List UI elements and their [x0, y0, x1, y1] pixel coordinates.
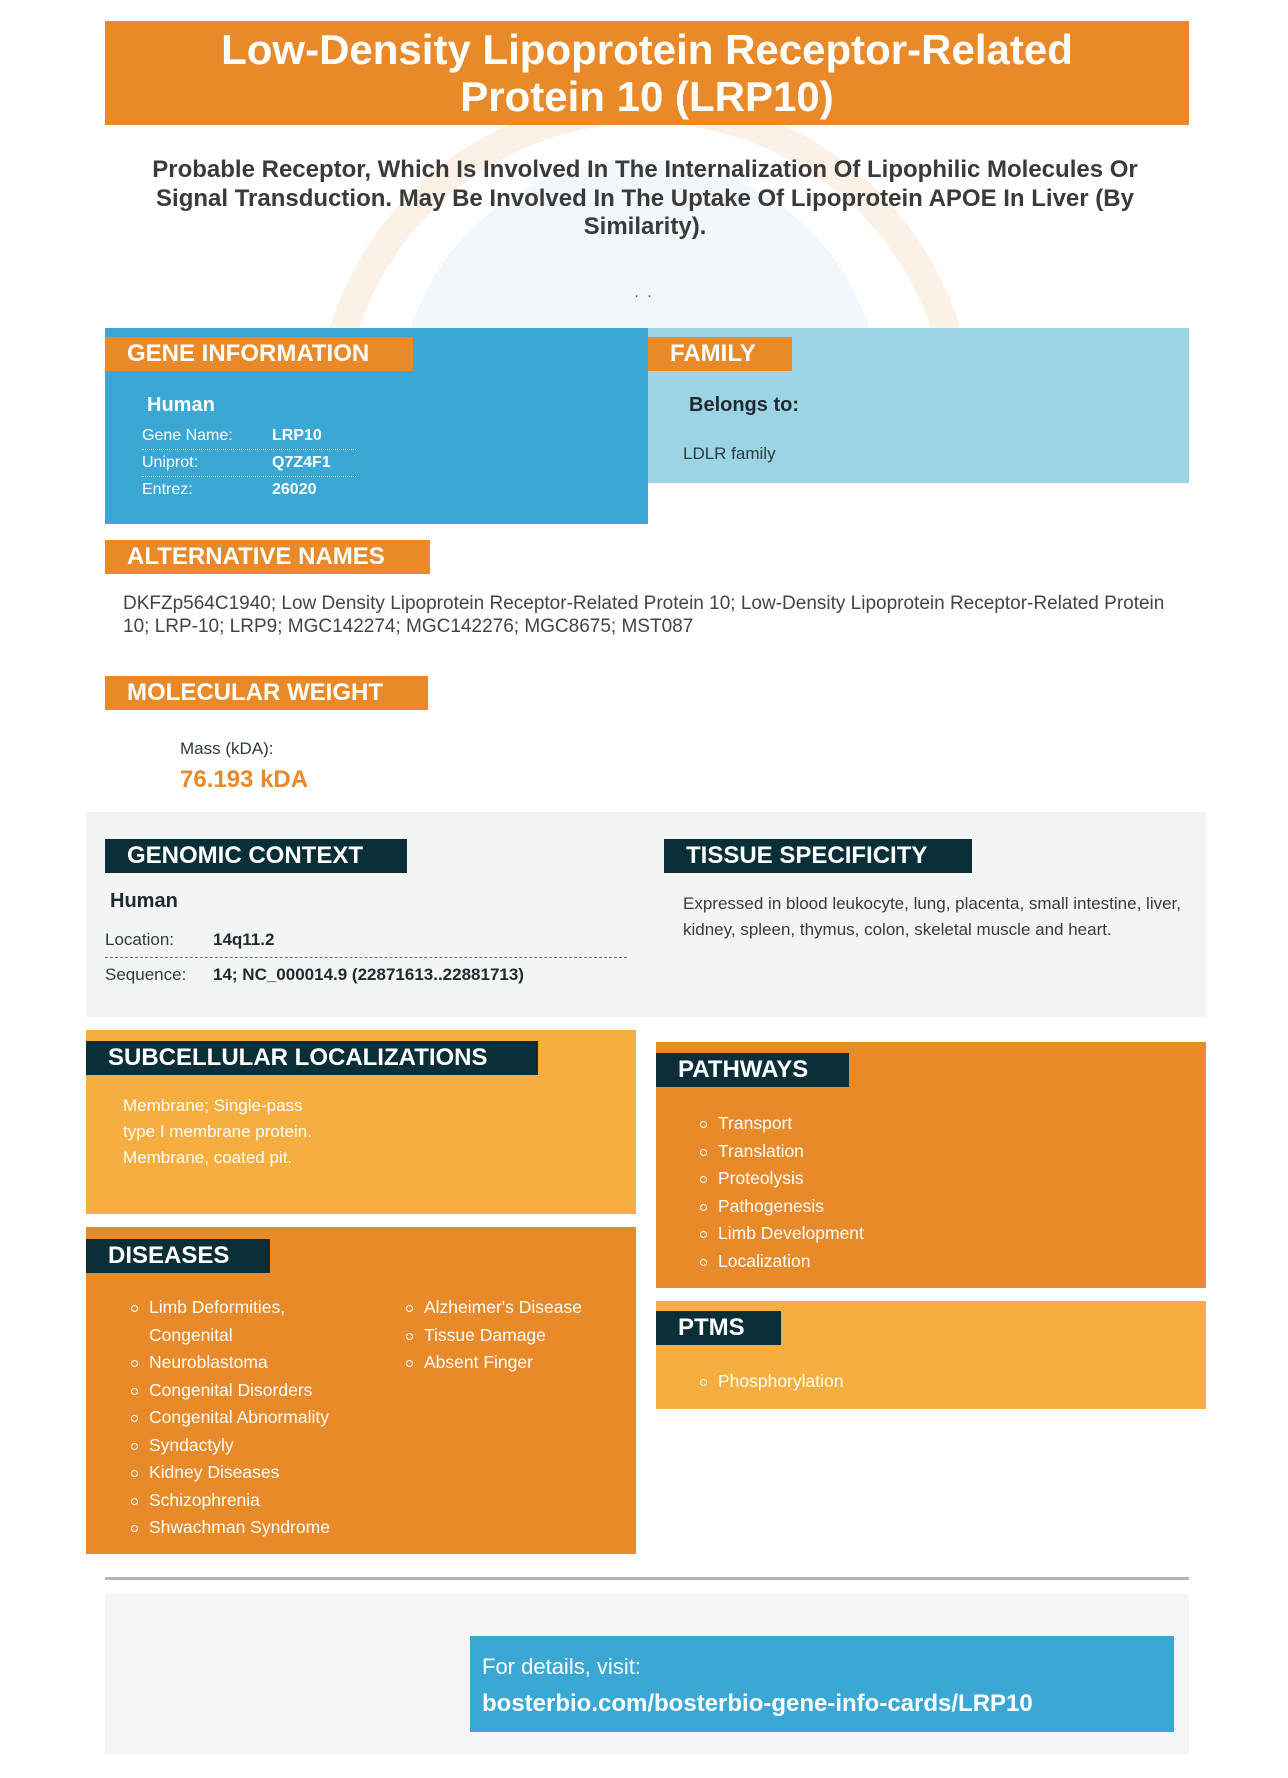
disease-item-continued: Congenital [149, 1324, 233, 1345]
pathways-heading: PATHWAYS [656, 1053, 849, 1087]
entrez-value: 26020 [272, 481, 317, 498]
sequence-label: Sequence: [105, 965, 187, 984]
title-banner [105, 21, 1189, 125]
mass-label: Mass (kDA): [180, 739, 274, 758]
uniprot-row [142, 454, 382, 474]
uniprot-label: Uniprot: [142, 454, 199, 471]
mass-value: 76.193 kDA [180, 766, 309, 793]
disease-item: Kidney Diseases [130, 1459, 360, 1487]
page-title: Low-Density Lipoprotein Receptor-Related Protein 10 (LRP10) [221, 26, 1073, 120]
gene-name-label: Gene Name: [142, 427, 233, 444]
row-divider [142, 476, 356, 477]
pathway-item: Pathogenesis [699, 1193, 999, 1221]
pathway-item: Transport [699, 1110, 999, 1138]
uniprot-value: Q7Z4F1 [272, 454, 331, 471]
diseases-heading: DISEASES [86, 1239, 270, 1273]
gene-information-heading: GENE INFORMATION [105, 337, 413, 371]
pathways-list [699, 1110, 999, 1275]
pathway-item: Localization [699, 1248, 999, 1276]
disease-item: Tissue Damage [405, 1322, 625, 1350]
pathway-item: Translation [699, 1138, 999, 1166]
family-heading: FAMILY [648, 337, 792, 371]
footer-divider [105, 1577, 1189, 1580]
disease-item: Limb Deformities, [130, 1294, 360, 1322]
disease-item: Congenital Disorders [130, 1377, 360, 1405]
subcellular-line: Membrane; Single-pass [123, 1096, 303, 1115]
subcellular-text [123, 1093, 312, 1171]
row-divider [105, 957, 627, 958]
alternative-names-text: DKFZp564C1940; Low Density Lipoprotein Receptor-Related Protein 10; Low-Density Lipoprotein Receptor-Related Protein 10; LRP-10; LRP9; MGC142274; MGC142276; MGC8675; MST087 [123, 593, 1165, 637]
diseases-list-col2 [405, 1294, 625, 1377]
disease-item: Syndactyly [130, 1432, 360, 1460]
footer-link[interactable]: bosterbio.com/bosterbio-gene-info-cards/LRP10 [482, 1690, 1033, 1717]
disease-item: Schizophrenia [130, 1487, 360, 1515]
gene-name-row [142, 427, 382, 447]
pathway-item: Proteolysis [699, 1165, 999, 1193]
entrez-row [142, 481, 382, 501]
location-value: 14q11.2 [213, 930, 275, 949]
ptms-heading: PTMS [656, 1311, 781, 1345]
location-label: Location: [105, 930, 174, 949]
ptm-item: Phosphorylation [699, 1368, 999, 1396]
gene-name-value: LRP10 [272, 427, 322, 444]
disease-item: Shwachman Syndrome [130, 1514, 360, 1542]
row-divider [142, 449, 356, 450]
subcellular-line: Membrane, coated pit. [123, 1148, 293, 1167]
tissue-specificity-text: Expressed in blood leukocyte, lung, placenta, small intestine, liver, kidney, spleen, thymus, colon, skeletal muscle and heart. [683, 894, 1181, 939]
belongs-to-label: Belongs to: [689, 394, 799, 416]
subcellular-line: type I membrane protein. [123, 1122, 312, 1141]
footer-callout [470, 1636, 1174, 1732]
ptms-list [699, 1368, 999, 1396]
sequence-value: 14; NC_000014.9 (22871613..22881713) [213, 965, 524, 984]
genomic-context-heading: GENOMIC CONTEXT [105, 839, 407, 873]
protein-description: Probable Receptor, Which Is Involved In The Internalization Of Lipophilic Molecules Or Signal Transduction. May Be Involved In The Uptake Of Lipoprotein APOE In Liver (By Similarity). [152, 156, 1138, 240]
separator-dots: . . [634, 284, 654, 301]
disease-item: Congenital Abnormality [130, 1404, 360, 1432]
molecular-weight-heading: MOLECULAR WEIGHT [105, 676, 428, 710]
pathway-item: Limb Development [699, 1220, 999, 1248]
alternative-names-heading: ALTERNATIVE NAMES [105, 540, 430, 574]
tissue-specificity-heading: TISSUE SPECIFICITY [664, 839, 972, 873]
gene-species: Human [147, 394, 215, 416]
disease-item: Neuroblastoma [130, 1349, 360, 1377]
subcellular-localizations-heading: SUBCELLULAR LOCALIZATIONS [86, 1041, 538, 1075]
disease-item: Alzheimer's Disease [405, 1294, 625, 1322]
family-value: LDLR family [683, 444, 776, 463]
genomic-species: Human [110, 890, 178, 912]
disease-item: Absent Finger [405, 1349, 625, 1377]
footer-label: For details, visit: [482, 1654, 641, 1679]
entrez-label: Entrez: [142, 481, 193, 498]
diseases-list-col1 [130, 1294, 360, 1542]
